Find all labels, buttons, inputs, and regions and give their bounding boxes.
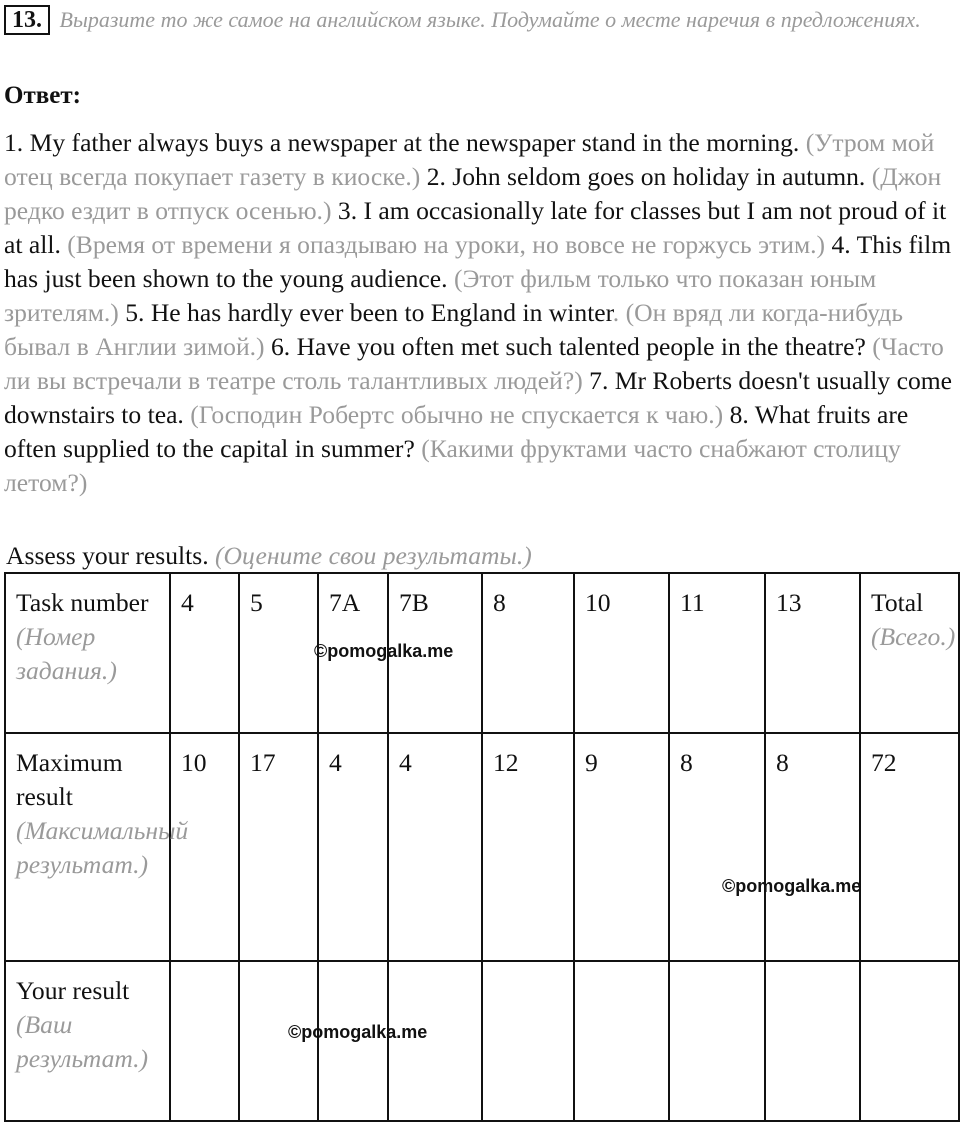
row-label: Your result	[16, 976, 130, 1005]
watermark: ©pomogalka.me	[288, 1022, 428, 1042]
row-label-cell	[5, 961, 170, 1121]
row-label-translation: (Номер задания.)	[16, 622, 117, 685]
total-cell	[860, 961, 959, 1121]
sentence-7-en: 7. Mr Roberts doesn't usually come downstairs to tea.	[4, 366, 953, 429]
table-cell: 12	[482, 733, 574, 961]
table-cell: 13	[765, 573, 860, 733]
total-header-cell	[860, 573, 959, 733]
assess-en: Assess your results.	[6, 541, 209, 570]
sentence-6-en: 6. Have you often met such talented people in the theatre?	[270, 332, 866, 361]
row-label: Task number	[16, 588, 149, 617]
assess-heading	[6, 539, 532, 573]
table-cell: 8	[765, 733, 860, 961]
table-cell: 10	[574, 573, 669, 733]
watermark: ©pomogalka.me	[314, 641, 454, 661]
task-header	[4, 4, 956, 36]
table-cell	[170, 961, 239, 1121]
table-cell	[574, 961, 669, 1121]
answer-text	[4, 126, 958, 500]
table-cell: 5	[239, 573, 318, 733]
table-cell	[669, 961, 765, 1121]
assess-ru: (Оцените свои результаты.)	[215, 541, 532, 570]
row-label-translation: (Максимальный результат.)	[16, 816, 189, 879]
table-cell: 11	[669, 573, 765, 733]
watermark: ©pomogalka.me	[722, 876, 862, 896]
sentence-6-ru: (Часто ли вы встречали в театре столь талантливых людей?)	[4, 332, 944, 395]
sentence-4-ru: (Этот фильм только что показан юным зрителям.)	[4, 264, 877, 327]
row-label-translation: (Ваш результат.)	[16, 1010, 149, 1073]
sentence-2-en: 2. John seldom goes on holiday in autumn.	[426, 162, 866, 191]
sentence-8-en: 8. What fruits are often supplied to the capital in summer?	[4, 400, 909, 463]
task-number: 13.	[4, 5, 50, 35]
row-label-cell	[5, 733, 189, 961]
sentence-1-en: 1. My father always buys a newspaper at the newspaper stand in the morning.	[4, 128, 800, 157]
answer-label: Ответ:	[4, 82, 81, 109]
sentence-3-ru: (Время от времени я опаздываю на уроки, но вовсе не горжусь этим.)	[67, 230, 826, 259]
table-cell: 17	[239, 733, 318, 961]
sentence-1-ru: (Утром мой отец всегда покупает газету в киоске.)	[4, 128, 935, 191]
sentence-2-ru: (Джон редко ездит в отпуск осенью.)	[4, 162, 942, 225]
sentence-7-ru: (Господин Робертс обычно не спускается к чаю.)	[190, 400, 724, 429]
table-cell: 7A	[318, 573, 388, 733]
table-cell: 4	[170, 573, 239, 733]
sentence-3-en: 3. I am occasionally late for classes but I am not proud of it at all.	[4, 196, 947, 259]
sentence-5-ru: . (Он вряд ли когда-нибудь бывал в Англии зимой.)	[4, 298, 903, 361]
table-cell: 8	[669, 733, 765, 961]
table-row-your-result	[5, 961, 959, 1121]
task-instruction: Выразите то же самое на английском языке. Подумайте о месте наречия в предложениях.	[59, 7, 921, 32]
table-cell: 7B	[388, 573, 482, 733]
sentence-8-ru: (Какими фруктами часто снабжают столицу летом?)	[4, 434, 901, 497]
sentence-5-en: 5. He has hardly ever been to England in winter	[125, 298, 613, 327]
table-cell	[482, 961, 574, 1121]
table-row-task-number	[5, 573, 959, 733]
table-cell: 4	[388, 733, 482, 961]
total-cell: 72	[860, 733, 959, 961]
sentence-4-en: 4. This film has just been shown to the young audience.	[4, 230, 952, 293]
table-cell: 8	[482, 573, 574, 733]
row-label-cell	[5, 573, 170, 733]
table-cell: 9	[574, 733, 669, 961]
table-row-maximum-result	[5, 733, 959, 961]
row-label: Maximum result	[16, 748, 123, 811]
table-cell	[765, 961, 860, 1121]
results-table	[4, 572, 960, 1122]
total-label: Total	[871, 588, 924, 617]
table-cell: 10	[170, 733, 239, 961]
table-cell: 4	[318, 733, 388, 961]
total-label-translation: (Всего.)	[871, 622, 956, 651]
